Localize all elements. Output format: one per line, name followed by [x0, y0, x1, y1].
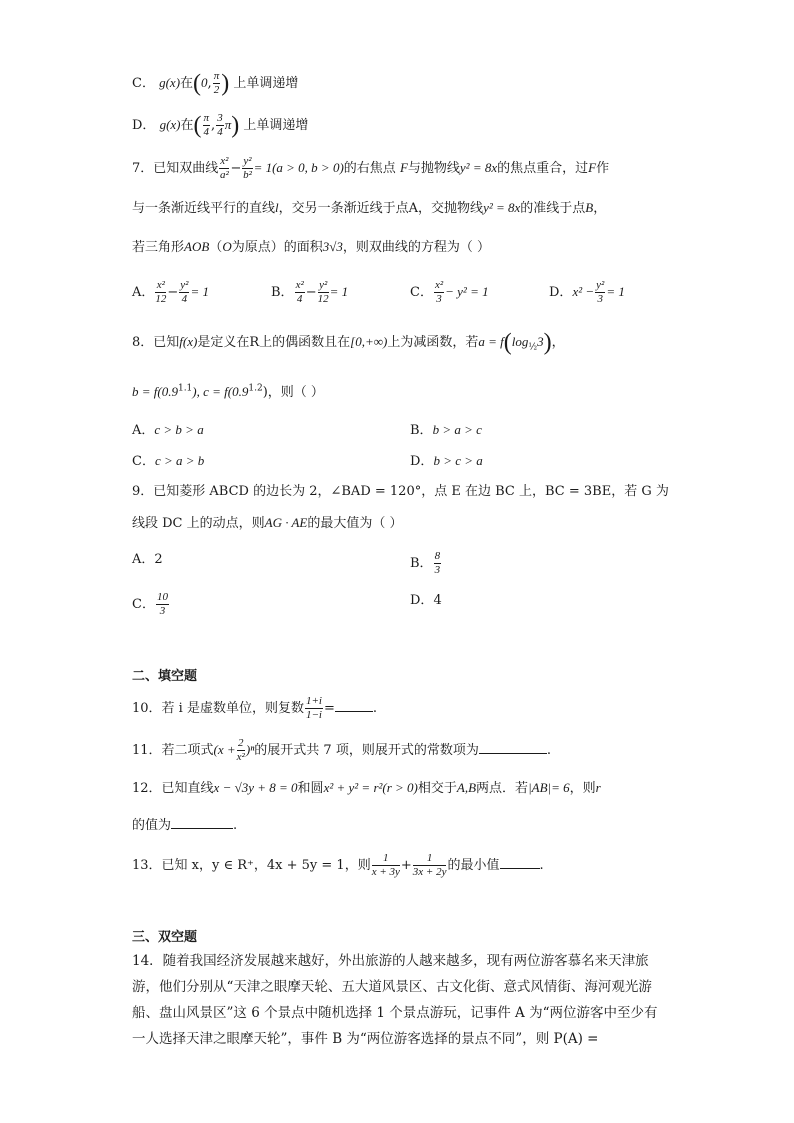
q8-option-b[interactable]: B．b > a > c: [410, 422, 482, 438]
answer-blank[interactable]: [500, 856, 540, 869]
q8-option-d[interactable]: D．b > c > a: [410, 453, 483, 469]
q9-option-a[interactable]: A．2: [132, 552, 163, 567]
text: 在: [180, 118, 194, 133]
q7-line3: 若三角形AOB（O为原点）的面积3√3，则双曲线的方程为（ ）: [132, 239, 490, 255]
answer-blank[interactable]: [335, 699, 373, 712]
q8-option-a[interactable]: A．c > b > a: [132, 422, 204, 438]
q12-line1: 12．已知直线x − √3y + 8 = 0和圆x² + y² = r²(r > 0)相交于A,B两点．若|AB|= 6，则r: [132, 780, 601, 796]
option-label: C．: [132, 76, 155, 91]
answer-blank[interactable]: [171, 816, 233, 829]
q12-line2: 的值为 .: [132, 818, 238, 833]
q14-paragraph: 14．随着我国经济发展越来越好，外出旅游的人越来越多，现有两位游客慕名来天津旅游，他们分别从“天津之眼摩天轮、五大道风景区、古文化街、意式风情街、海河观光游船、盘山风景区”这 6 个景点中随机选择 1 个景点游玩，记事件 A 为“两位游客中至少有一人选择天津之眼摩天轮”，事件 B 为“两位游客选择的景点不同”，则 P(A) =: [132, 953, 658, 1047]
option-c-q6: C． g(x)在(0, $\frac{\pi}{2}$ ) 上单调递增: [132, 70, 299, 97]
q9-option-d[interactable]: D．4: [410, 593, 442, 608]
q7-line1: 7．已知双曲线 $\frac{\text{x²}}{\text{a²}}$ − $\frac{\text{y²}}{\text{b²}}$ = 1(a > 0, b > 0)的右焦点 F与抛物线y² = 8x的焦点重合，过F作: [132, 155, 610, 181]
section-heading-fill-in: 二、填空题: [132, 669, 198, 684]
math-function: g(x): [159, 75, 181, 90]
q7-option-d[interactable]: D．x² − $\frac{\text{y²}}{3}$ = 1: [549, 279, 625, 305]
fraction: $\frac{\text{x²}}{\text{a²}}$: [219, 155, 229, 181]
q7-option-c[interactable]: C． $\frac{\text{x²}}{3}$ − y² = 1: [410, 279, 489, 305]
q8-line2: $b = f(0.9^{1.1})$, $c = f(0.9^{1.2})$，则（ ）: [132, 383, 324, 400]
q10: 10．若 i 是虚数单位，则复数 $\frac{1+i}{1-i}$ = .: [132, 695, 377, 721]
q9-line2: 线段 DC 上的动点，则AG · AE的最大值为（ ）: [132, 515, 403, 531]
q7-line2: 与一条渐近线平行的直线l，交另一条渐近线于点A，交抛物线y² = 8x的准线于点B，: [132, 200, 607, 216]
math-function: g(x): [159, 117, 181, 132]
section-heading-double-blank: 三、双空题: [132, 930, 198, 945]
q8-option-c[interactable]: C．c > a > b: [132, 453, 205, 469]
fraction: $\frac{\pi}{4}$: [203, 112, 210, 138]
q7-option-b[interactable]: B． $\frac{\text{x²}}{4}$ − $\frac{\text{y²}}{12}$ = 1: [271, 279, 349, 305]
fraction: $\frac{3}{4}$: [217, 112, 223, 138]
option-d-q6: D． g(x)在( $\frac{\pi}{4}$ , $\frac{3}{4}$ π) 上单调递增: [132, 112, 309, 139]
text: 在: [180, 76, 194, 91]
q8-line1: 8．已知f(x)是定义在R上的偶函数且在[0,+∞)上为减函数，若$a = f(\log_{\frac{1}{2}}3)$，: [132, 329, 565, 356]
q13: 13．已知 x，y ∈ R⁺，4x + 5y = 1，则 $\frac{1}{x + 3y}$ + $\frac{1}{3x + 2y}$ 的最小值 .: [132, 852, 544, 878]
q7-option-a[interactable]: A． $\frac{\text{x²}}{12}$ − $\frac{\text{y²}}{4}$ = 1: [132, 279, 210, 305]
q9-line1: 9．已知菱形 ABCD 的边长为 2，∠BAD = 120°，点 E 在边 BC 上，BC = 3BE，若 G 为: [132, 484, 669, 499]
q11: 11．若二项式(x + $\frac{2}{\text{x²}}$ )ⁿ的展开式共 7 项，则展开式的常数项为 .: [132, 737, 551, 763]
fraction: $\frac{\pi}{2}$: [213, 70, 220, 96]
interval-lower: 0: [201, 75, 208, 90]
fraction: $\frac{\text{y²}}{\text{b²}}$: [243, 155, 252, 181]
answer-blank[interactable]: [479, 741, 547, 754]
option-text: 上单调递增: [243, 118, 309, 133]
option-text: 上单调递增: [233, 76, 299, 91]
q9-option-c[interactable]: C． $\frac{10}{3}$: [132, 591, 168, 617]
option-label: D．: [132, 118, 156, 133]
q9-option-b[interactable]: B． $\frac{8}{3}$: [410, 550, 441, 576]
